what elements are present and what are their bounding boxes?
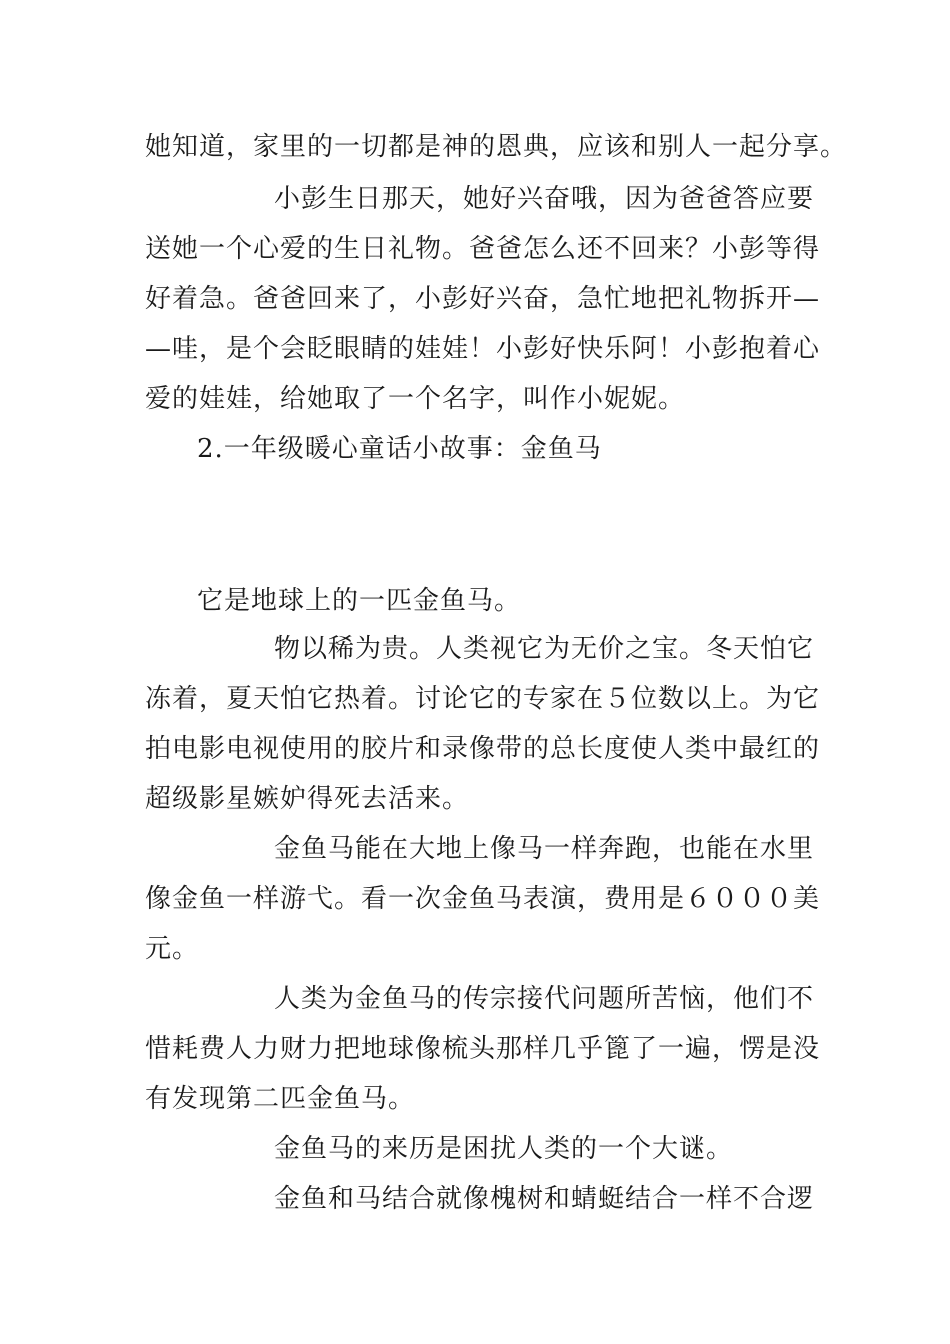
text-line: 像金鱼一样游弋。看一次金鱼马表演，费用是６０００美: [145, 884, 821, 914]
text-line: 超级影星嫉妒得死去活来。: [145, 784, 470, 814]
paragraph-start-line: 人类为金鱼马的传宗接代问题所苦恼，他们不: [274, 984, 815, 1014]
text-line: 好着急。爸爸回来了，小彭好兴奋，急忙地把礼物拆开—: [145, 284, 821, 314]
paragraph-start-line: 物以稀为贵。人类视它为无价之宝。冬天怕它: [274, 634, 815, 664]
paragraph-start-line: 金鱼和马结合就像槐树和蜻蜓结合一样不合逻: [274, 1184, 815, 1214]
text-line: 有发现第二匹金鱼马。: [145, 1084, 416, 1114]
paragraph-start-line: 金鱼马能在大地上像马一样奔跑，也能在水里: [274, 834, 815, 864]
section-heading: 2.一年级暖心童话小故事：金鱼马: [197, 434, 602, 464]
text-line: 送她一个心爱的生日礼物。爸爸怎么还不回来？小彭等得: [145, 234, 821, 264]
paragraph-start-line: 金鱼马的来历是困扰人类的一个大谜。: [274, 1134, 734, 1164]
text-line: 爱的娃娃，给她取了一个名字，叫作小妮妮。: [145, 384, 686, 414]
text-line: 冻着，夏天怕它热着。讨论它的专家在５位数以上。为它: [145, 684, 821, 714]
text-line: —哇，是个会眨眼睛的娃娃！小彭好快乐阿！小彭抱着心: [145, 334, 821, 364]
text-line: 惜耗费人力财力把地球像梳头那样几乎篦了一遍，愣是没: [145, 1034, 821, 1064]
paragraph-start-line: 它是地球上的一匹金鱼马。: [197, 586, 522, 616]
text-line: 拍电影电视使用的胶片和录像带的总长度使人类中最红的: [145, 734, 821, 764]
paragraph-start-line: 小彭生日那天，她好兴奋哦，因为爸爸答应要: [274, 184, 815, 214]
text-line: 元。: [145, 934, 200, 964]
text-line: 她知道，家里的一切都是神的恩典，应该和别人一起分享。: [145, 132, 848, 162]
